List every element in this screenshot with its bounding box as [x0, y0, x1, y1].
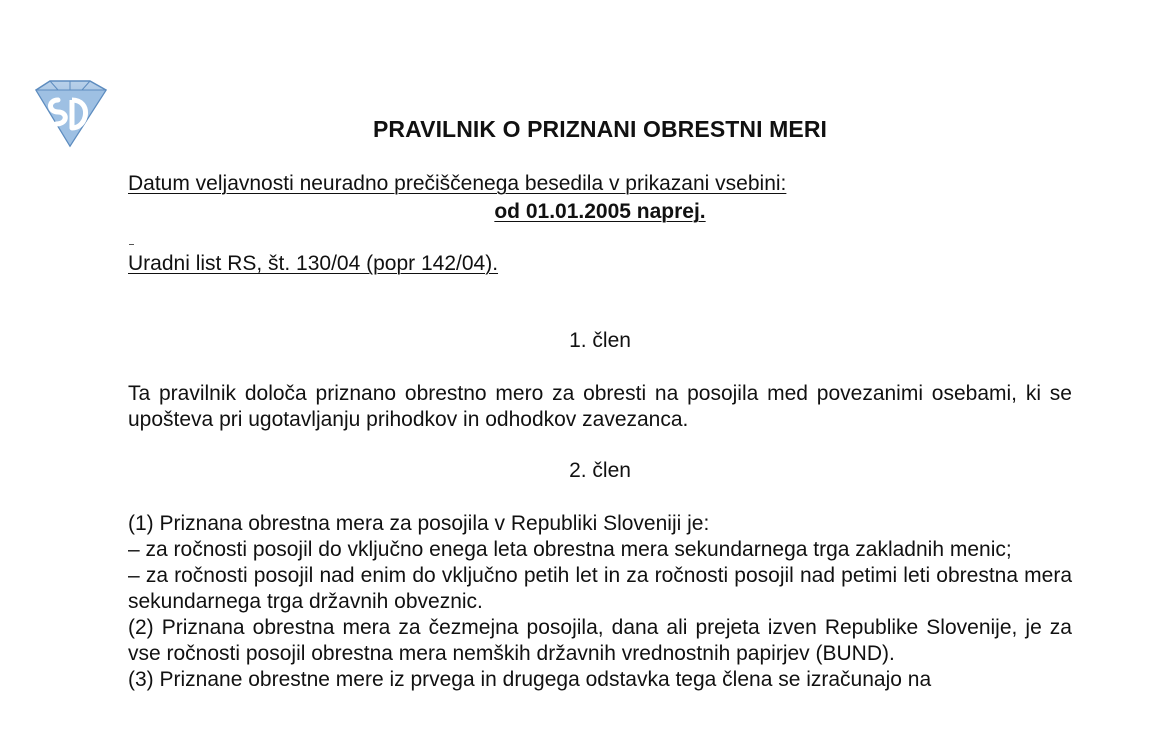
gazette-reference: Uradni list RS, št. 130/04 (popr 142/04). — [128, 252, 499, 275]
article-2-text — [128, 511, 1072, 693]
article-2-line-5: (3) Priznane obrestne mere iz prvega in drugega odstavka tega člena se izračunajo na — [128, 668, 932, 691]
underline-mark — [129, 244, 134, 245]
article-2-line-1: (1) Priznana obrestna mera za posojila v Republiki Sloveniji je: — [128, 512, 710, 535]
article-2-heading: 2. člen — [569, 459, 631, 482]
article-2-line-4: (2) Priznana obrestna mera za čezmejna posojila, dana ali prejeta izven Republike Slovenije, je za vse ročnosti posojil obrestna mera nemških državnih vrednostnih papirjev (BUND). — [128, 616, 1072, 665]
article-1-paragraph: Ta pravilnik določa priznano obrestno mero za obresti na posojila med povezanimi osebami, ki se upošteva pri ugotavljanju prihodkov in odhodkov zavezanca. — [128, 382, 1072, 431]
article-2-line-2: – za ročnosti posojil do vključno enega leta obrestna mera sekundarnega trga zakladnih menic; — [128, 538, 1012, 561]
document-title: PRAVILNIK O PRIZNANI OBRESTNI MERI — [372, 116, 828, 142]
validity-label: Datum veljavnosti neuradno prečiščenega besedila v prikazani vsebini: — [128, 172, 787, 195]
article-2-line-3: – za ročnosti posojil nad enim do vključno petih let in za ročnosti posojil nad petimi leti obrestna mera sekundarnega trga državnih obveznic. — [128, 564, 1072, 613]
validity-date: od 01.01.2005 naprej. — [494, 200, 706, 223]
article-1-text — [128, 381, 1072, 433]
article-1-heading: 1. člen — [569, 329, 631, 352]
